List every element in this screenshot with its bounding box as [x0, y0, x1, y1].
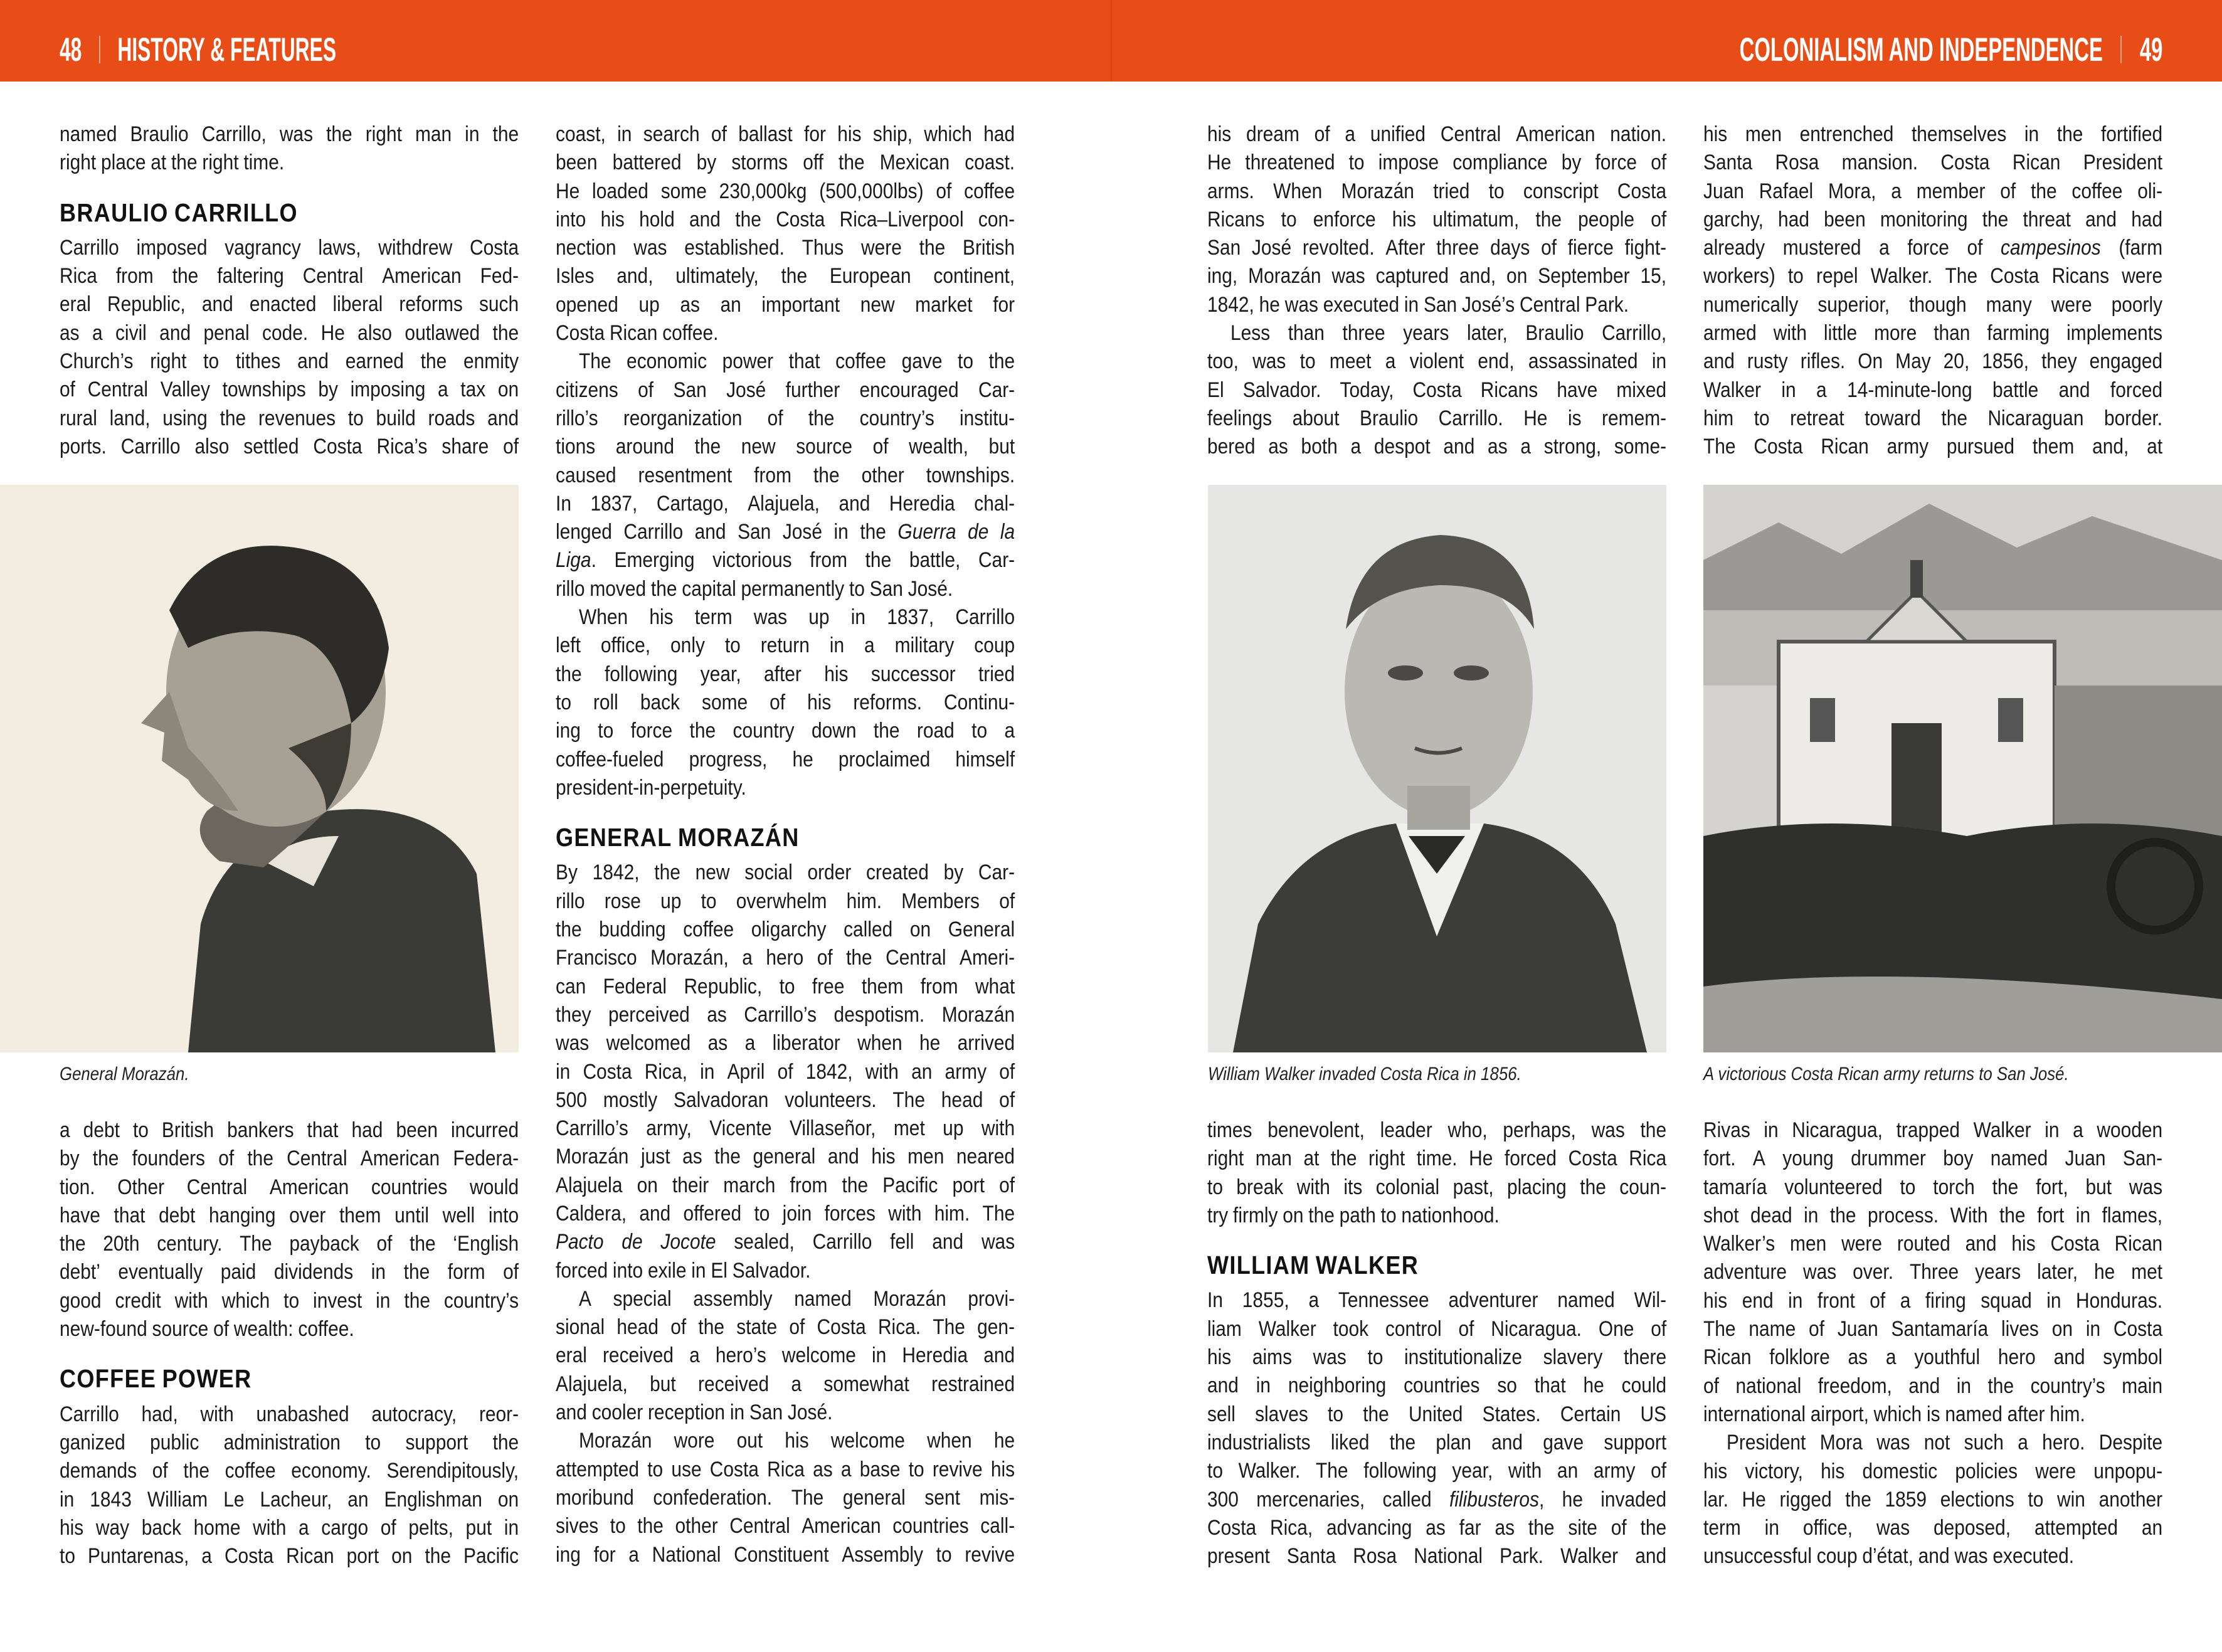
- body-text-line: numerically superior, though many were poorly: [1703, 292, 2163, 317]
- body-text-line: caused resentment from the other townships.: [556, 463, 1015, 487]
- body-text-line: try firmly on the path to nationhood.: [1207, 1203, 1500, 1227]
- body-text-line: Carrillo had, with unabashed autocracy, reor-: [60, 1402, 519, 1426]
- body-text-line: rillo moved the capital permanently to San José.: [556, 576, 953, 601]
- body-text-line: eral Republic, and enacted liberal reforms such: [60, 292, 519, 317]
- body-text-line: Liga. Emerging victorious from the battle, Car-: [556, 548, 1015, 573]
- body-text-line: to Walker. The following year, with an army of: [1207, 1459, 1667, 1483]
- text-column-1-bottom: [60, 1116, 519, 1570]
- body-text-line: coast, in search of ballast for his ship, which had: [556, 122, 1015, 146]
- body-text-line: ganized public administration to support the: [60, 1430, 519, 1454]
- body-text-line: and rusty rifles. On May 20, 1856, they engaged: [1703, 349, 2163, 374]
- image-caption: General Morazán.: [60, 1064, 189, 1084]
- body-text-line: President Mora was not such a hero. Despite: [1726, 1431, 2163, 1455]
- body-text-line: Costa Rican coffee.: [556, 321, 719, 346]
- body-text-line: 1842, he was executed in San José’s Central Park.: [1207, 292, 1629, 317]
- body-text-line: rillo’s reorganization of the country’s institu-: [556, 406, 1015, 430]
- body-text-line: his dream of a unified Central American nation.: [1207, 122, 1667, 146]
- body-text-line: In 1837, Cartago, Alajuela, and Heredia chal-: [556, 491, 1015, 516]
- body-text-line: forced into exile in El Salvador.: [556, 1258, 811, 1283]
- body-text-line: arms. When Morazán tried to conscript Costa: [1207, 179, 1667, 203]
- body-text-line: coffee-fueled progress, he proclaimed himself: [556, 747, 1015, 771]
- body-text-line: Alajuela on their march from the Pacific port of: [556, 1173, 1015, 1197]
- morazan-portrait-image: [0, 485, 519, 1052]
- body-text-line: a debt to British bankers that had been incurred: [60, 1118, 519, 1142]
- right-page-number: 49: [2139, 31, 2162, 68]
- left-running-head: [60, 28, 336, 71]
- body-text-line: demands of the coffee economy. Serendipitously,: [60, 1459, 519, 1483]
- body-text-line: was welcomed as a liberator when he arrived: [556, 1031, 1015, 1056]
- body-text-line: his men entrenched themselves in the fortified: [1703, 122, 2163, 146]
- body-text-line: president-in-perpetuity.: [556, 775, 746, 800]
- right-running-head: [1739, 28, 2162, 71]
- body-text-line: Walker’s men were routed and his Costa Rican: [1703, 1232, 2163, 1256]
- body-text-line: to break with its colonial past, placing the coun-: [1207, 1175, 1667, 1199]
- body-text-line: Francisco Morazán, a hero of the Central Ameri-: [556, 946, 1015, 970]
- body-text-line: the 20th century. The payback of the ‘English: [60, 1232, 519, 1256]
- body-text-line: A special assembly named Morazán provi-: [578, 1286, 1015, 1311]
- body-text-line: industrialists liked the plan and gave support: [1207, 1430, 1667, 1454]
- body-text-line: nection was established. Thus were the British: [556, 236, 1015, 260]
- left-section-title: HISTORY & FEATURES: [117, 31, 337, 68]
- body-text-line: When his term was up in 1837, Carrillo: [578, 605, 1015, 630]
- header-divider: [2120, 36, 2122, 63]
- body-text-line: the budding coffee oligarchy called on General: [556, 918, 1015, 942]
- body-text-line: armed with little more than farming implements: [1703, 321, 2163, 346]
- body-text-line: San José revolted. After three days of fierce fight-: [1207, 236, 1667, 260]
- section-heading: COFFEE POWER: [60, 1364, 252, 1394]
- text-column-4-bottom: [1703, 1116, 2162, 1571]
- body-text-line: Caldera, and offered to join forces with him. The: [556, 1201, 1015, 1226]
- body-text-line: can Federal Republic, to free them from what: [556, 974, 1015, 998]
- body-text-line: bered as both a despot and as a strong, some-: [1207, 435, 1667, 459]
- victorious-army-engraving-image: [1703, 485, 2222, 1052]
- body-text-line: term in office, was deposed, attempted an: [1703, 1516, 2163, 1540]
- body-text-line: He loaded some 230,000kg (500,000lbs) of coffee: [556, 179, 1015, 203]
- body-text-line: eral received a hero’s welcome in Heredia and: [556, 1343, 1015, 1368]
- body-text-line: they perceived as Carrillo’s despotism. Morazán: [556, 1002, 1015, 1027]
- left-page-number: 48: [60, 31, 82, 68]
- body-text-line: citizens of San José further encouraged Car-: [556, 378, 1015, 402]
- body-text-line: ing to force the country down the road to a: [556, 719, 1015, 743]
- body-text-line: as a civil and penal code. He also outlawed the: [60, 320, 519, 345]
- body-text-line: been battered by storms off the Mexican coast.: [556, 151, 1015, 175]
- text-column-2: [556, 120, 1015, 1569]
- body-text-line: Walker in a 14-minute-long battle and forced: [1703, 378, 2163, 402]
- body-text-line: debt’ eventually paid dividends in the form of: [60, 1260, 519, 1284]
- body-text-line: new-found source of wealth: coffee.: [60, 1317, 354, 1342]
- body-text-line: ing, Morazán was captured and, on September 15,: [1207, 264, 1667, 289]
- body-text-line: international airport, which is named after him.: [1703, 1402, 2085, 1426]
- text-column-3-bottom: [1207, 1116, 1666, 1570]
- body-text-line: too, was to meet a violent end, assassinated in: [1207, 349, 1667, 374]
- body-text-line: Morazán just as the general and his men neared: [556, 1145, 1015, 1169]
- body-text-line: feelings about Braulio Carrillo. He is remem-: [1207, 406, 1667, 430]
- body-text-line: in Costa Rica, in April of 1842, with an army of: [556, 1059, 1015, 1084]
- body-text-line: rillo rose up to overwhelm him. Members of: [556, 889, 1015, 913]
- body-text-line: Church’s right to tithes and earned the enmity: [60, 349, 519, 374]
- william-walker-portrait-image: [1208, 485, 1666, 1052]
- body-text-line: garchy, had been monitoring the threat and had: [1703, 207, 2163, 231]
- body-text-line: Isles and, ultimately, the European continent,: [556, 264, 1015, 289]
- body-text-line: have that debt hanging over them until well into: [60, 1203, 519, 1227]
- text-column-1-top: [60, 120, 519, 461]
- body-text-line: Rivas in Nicaragua, trapped Walker in a wooden: [1703, 1118, 2163, 1142]
- header-divider: [99, 36, 100, 63]
- text-column-3-top: [1207, 120, 1666, 462]
- body-text-line: unsuccessful coup d’état, and was executed.: [1703, 1544, 2075, 1569]
- body-text-line: The Costa Rican army pursued them and, at: [1703, 435, 2163, 459]
- body-text-line: his end in front of a firing squad in Honduras.: [1703, 1288, 2163, 1313]
- body-text-line: to Puntarenas, a Costa Rican port on the Pacific: [60, 1544, 519, 1569]
- body-text-line: Alajuela, but received a somewhat restrained: [556, 1372, 1015, 1396]
- section-heading: GENERAL MORAZÁN: [556, 823, 800, 852]
- body-text-line: By 1842, the new social order created by Car-: [556, 860, 1015, 885]
- body-text-line: sives to the other Central American countries call-: [556, 1514, 1015, 1538]
- body-text-line: The economic power that coffee gave to the: [578, 349, 1015, 374]
- body-text-line: right place at the right time.: [60, 151, 285, 175]
- body-text-line: named Braulio Carrillo, was the right man in the: [60, 122, 519, 146]
- body-text-line: El Salvador. Today, Costa Ricans have mixed: [1207, 378, 1667, 402]
- body-text-line: tions around the new source of wealth, but: [556, 435, 1015, 459]
- body-text-line: and cooler reception in San José.: [556, 1400, 833, 1425]
- body-text-line: good credit with which to invest in the country’s: [60, 1288, 519, 1313]
- body-text-line: Juan Rafael Mora, a member of the coffee oli-: [1703, 179, 2163, 203]
- body-text-line: him to retreat toward the Nicaraguan border.: [1703, 406, 2163, 430]
- body-text-line: opened up as an important new market for: [556, 292, 1015, 317]
- body-text-line: sell slaves to the United States. Certain US: [1207, 1402, 1667, 1426]
- section-heading: BRAULIO CARRILLO: [60, 198, 298, 227]
- body-text-line: into his hold and the Costa Rica–Liverpool con-: [556, 207, 1015, 231]
- body-text-line: tion. Other Central American countries would: [60, 1175, 519, 1199]
- body-text-line: Santa Rosa mansion. Costa Rican President: [1703, 151, 2163, 175]
- body-text-line: Less than three years later, Braulio Carrillo,: [1230, 321, 1667, 346]
- body-text-line: Carrillo imposed vagrancy laws, withdrew Costa: [60, 235, 519, 260]
- body-text-line: Carrillo’s army, Vicente Villaseñor, met up with: [556, 1116, 1015, 1141]
- body-text-line: moribund confederation. The general sent mis-: [556, 1485, 1015, 1510]
- body-text-line: in 1843 William Le Lacheur, an Englishman on: [60, 1487, 519, 1512]
- body-text-line: of Central Valley townships by imposing a tax on: [60, 378, 519, 402]
- body-text-line: liam Walker took control of Nicaragua. One of: [1207, 1316, 1667, 1341]
- body-text-line: times benevolent, leader who, perhaps, was the: [1207, 1118, 1667, 1142]
- body-text-line: Rica from the faltering Central American Fed-: [60, 264, 519, 289]
- body-text-line: Costa Rica, advancing as far as the site of the: [1207, 1515, 1667, 1540]
- body-text-line: right man at the right time. He forced Costa Rica: [1207, 1146, 1667, 1171]
- body-text-line: rural land, using the revenues to build roads and: [60, 406, 519, 430]
- body-text-line: adventure was over. Three years later, he met: [1703, 1260, 2163, 1284]
- body-text-line: fort. A young drummer boy named Juan San-: [1703, 1146, 2163, 1171]
- body-text-line: his aims was to institutionalize slavery there: [1207, 1345, 1667, 1370]
- body-text-line: workers) to repel Walker. The Costa Ricans were: [1703, 264, 2163, 289]
- body-text-line: his way back home with a cargo of pelts, put in: [60, 1515, 519, 1540]
- body-text-line: 500 mostly Salvadoran volunteers. The head of: [556, 1088, 1015, 1112]
- body-text-line: Morazán wore out his welcome when he: [578, 1429, 1015, 1453]
- image-caption: William Walker invaded Costa Rica in 1856.: [1208, 1064, 1521, 1084]
- body-text-line: to roll back some of his reforms. Continu-: [556, 690, 1015, 714]
- body-text-line: of national freedom, and in the country’s main: [1703, 1374, 2163, 1398]
- body-text-line: the following year, after his successor tried: [556, 662, 1015, 686]
- page-gutter: [1111, 0, 1112, 82]
- image-caption: A victorious Costa Rican army returns to San José.: [1703, 1064, 2069, 1084]
- body-text-line: In 1855, a Tennessee adventurer named Wil-: [1207, 1288, 1667, 1313]
- body-text-line: He threatened to impose compliance by force of: [1207, 151, 1667, 175]
- body-text-line: left office, only to return in a military coup: [556, 633, 1015, 658]
- body-text-line: by the founders of the Central American Federa-: [60, 1146, 519, 1171]
- body-text-line: attempted to use Costa Rica as a base to revive his: [556, 1457, 1015, 1481]
- body-text-line: lar. He rigged the 1859 elections to win another: [1703, 1487, 2163, 1512]
- body-text-line: Pacto de Jocote sealed, Carrillo fell and was: [556, 1230, 1015, 1254]
- section-heading: WILLIAM WALKER: [1207, 1251, 1419, 1280]
- body-text-line: lenged Carrillo and San José in the Guerra de la: [556, 520, 1015, 544]
- body-text-line: ports. Carrillo also settled Costa Rica’s share of: [60, 434, 519, 458]
- text-column-4-top: [1703, 120, 2162, 462]
- body-text-line: tamaría volunteered to torch the fort, but was: [1703, 1175, 2163, 1199]
- right-section-title: COLONIALISM AND INDEPENDENCE: [1739, 31, 2103, 68]
- body-text-line: Rican folklore as a youthful hero and symbol: [1703, 1345, 2163, 1370]
- body-text-line: 300 mercenaries, called filibusteros, he invaded: [1207, 1487, 1667, 1512]
- body-text-line: ing for a National Constituent Assembly to revive: [556, 1542, 1015, 1567]
- body-text-line: shot dead in the process. With the fort in flames,: [1703, 1203, 2163, 1227]
- body-text-line: and in neighboring countries so that he could: [1207, 1374, 1667, 1398]
- body-text-line: Ricans to enforce his ultimatum, the people of: [1207, 207, 1667, 231]
- body-text-line: already mustered a force of campesinos (farm: [1703, 236, 2163, 260]
- body-text-line: present Santa Rosa National Park. Walker and: [1207, 1544, 1667, 1569]
- body-text-line: sional head of the state of Costa Rica. The gen-: [556, 1315, 1015, 1340]
- body-text-line: The name of Juan Santamaría lives on in Costa: [1703, 1317, 2163, 1342]
- body-text-line: his victory, his domestic policies were unpopu-: [1703, 1459, 2163, 1483]
